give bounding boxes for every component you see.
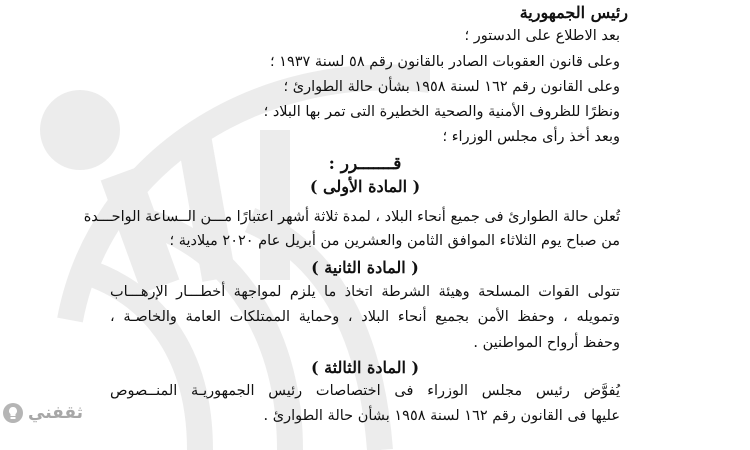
article-line: من صباح يوم الثلاثاء الموافق الثامن والعشرين من أبريل عام ٢٠٢٠ ميلادية ؛	[169, 233, 620, 249]
article-title: ( المادة الثانية )	[311, 258, 419, 277]
preamble-line: بعد الاطلاع على الدستور ؛	[464, 28, 620, 44]
article-line: وتمويله ، وحفظ الأمن بجميع أنحاء البلاد ، وحماية الممتلكات العامة والخاصـة ،	[110, 309, 620, 325]
article-title: ( المادة الثالثة )	[310, 358, 420, 377]
article-line: وحفظ أرواح المواطنين .	[473, 335, 620, 351]
preamble-line: وعلى قانون العقوبات الصادر بالقانون رقم ٥٨ لسنة ١٩٣٧ ؛	[269, 54, 620, 70]
article-line: يُفوَّض رئيس مجلس الوزراء فى اختصاصات رئيس الجمهوريـة المنــصوص	[110, 383, 620, 399]
lightbulb-icon	[2, 402, 24, 424]
article-line: تُعلن حالة الطوارئ فى جميع أنحاء البلاد ، لمدة ثلاثة أشهر اعتبارًا مـــن الــساعة الواحـــدة	[83, 209, 620, 225]
decision-heading: قـــــــرر :	[328, 154, 402, 174]
article-line: تتولى القوات المسلحة وهيئة الشرطة اتخاذ ما يلزم لمواجهة أخطـــار الإرهـــاب	[110, 284, 620, 300]
brand-watermark	[2, 402, 83, 424]
article-line: عليها فى القانون رقم ١٦٢ لسنة ١٩٥٨ بشأن حالة الطوارئ .	[263, 408, 620, 424]
preamble-line: وبعد أخذ رأى مجلس الوزراء ؛	[442, 129, 620, 145]
preamble-line: وعلى القانون رقم ١٦٢ لسنة ١٩٥٨ بشأن حالة الطوارئ ؛	[283, 79, 620, 95]
page-title: رئيس الجمهورية	[519, 3, 628, 22]
article-title: ( المادة الأولى )	[309, 177, 421, 196]
brand-name: ثقفني	[28, 403, 83, 423]
preamble-line: ونظرًا للظروف الأمنية والصحية الخطيرة التى تمر بها البلاد ؛	[263, 104, 620, 120]
